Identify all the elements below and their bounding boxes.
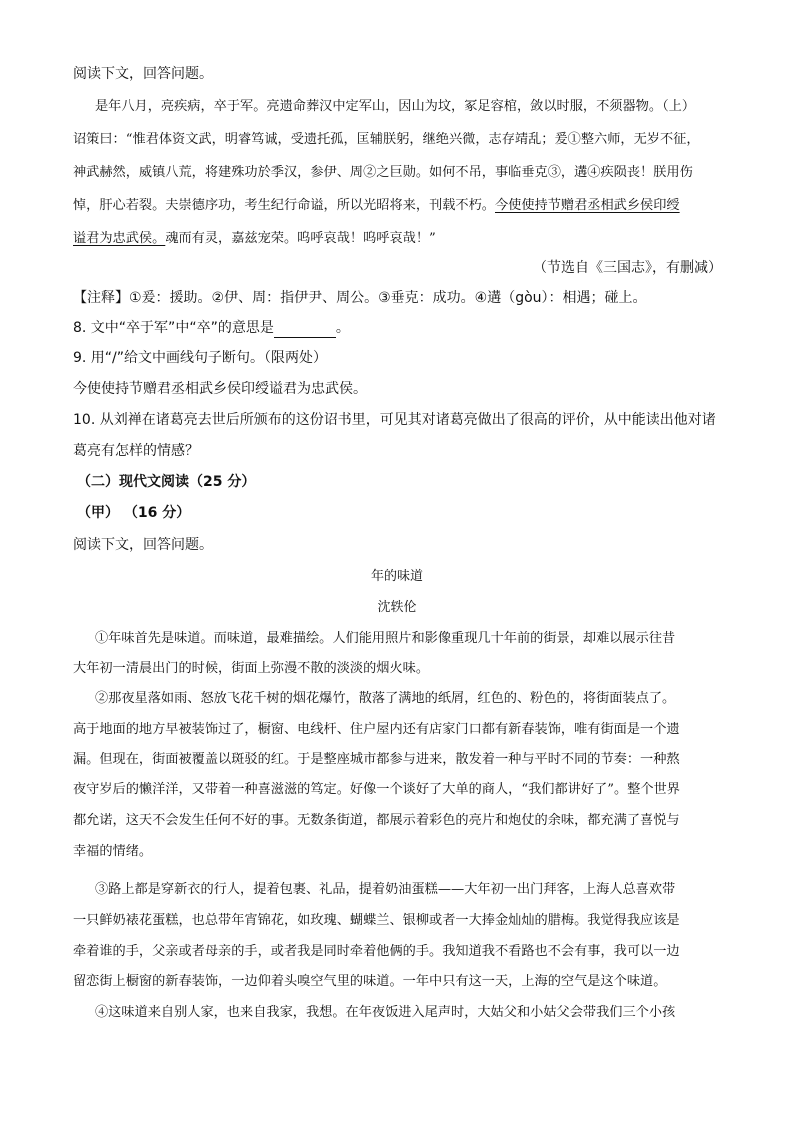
- essay-line: 漏。但现在，街面被覆盖以斑驳的红。于是整座城市都参与进来，散发着一种与平时不同的节奏：一种熬: [73, 752, 680, 767]
- classical-text-line: 是年八月，亮疾病，卒于军。亮遗命葬汉中定军山，因山为坟，冢足容棺，敛以时服，不须器物。（上）: [95, 99, 696, 114]
- answer-blank: [274, 323, 336, 338]
- essay-line: 都允诺，这天不会发生任何不好的事。无数条街道，都展示着彩色的亮片和炮仗的余味，都充满了喜悦与: [73, 813, 680, 828]
- classical-text-line: 神武赫然，威镇八荒，将建殊功於季汉，参伊、周②之巨勋。如何不吊，事临垂克③，遘④疾陨丧！朕用伤: [73, 165, 693, 180]
- section-subtitle: （甲） （16 分）: [77, 505, 191, 521]
- essay-line: ④这味道来自别人家，也来自我家，我想。在年夜饭进入尾声时，大姑父和小姑父会带我们三个小孩: [95, 1005, 676, 1020]
- essay-line: ③路上都是穿新衣的行人，提着包裹、礼品，提着奶油蛋糕——大年初一出门拜客，上海人总喜欢带: [95, 882, 676, 897]
- underlined-sentence: 今使使持节赠君丞相武乡侯印绶: [495, 198, 680, 213]
- question-10-cont: 葛亮有怎样的情感？: [73, 443, 199, 459]
- essay-line: 留恋街上橱窗的新春装饰，一边仰着头嗅空气里的味道。一年中只有这一天，上海的空气是这个味道。: [73, 974, 667, 989]
- essay-line: 幸福的情绪。: [73, 844, 153, 859]
- question-8: [73, 318, 723, 338]
- essay-title: 年的味道: [370, 569, 423, 584]
- question-8-text: 8. 文中“卒于军”中“卒”的意思是: [73, 320, 274, 336]
- annotation-notes: 【注释】①爰：援助。②伊、周：指伊尹、周公。③垂克：成功。④遘（gòu）：相遇；碰上。: [73, 290, 647, 306]
- question-8-end: 。: [335, 320, 350, 336]
- classical-text-line: 诏策曰：“惟君体资文武，明睿笃诚，受遗托孤，匡辅朕躬，继绝兴微，志存靖乱；爰①整六师，无岁不征，: [73, 132, 700, 147]
- classical-text-line: [73, 229, 723, 249]
- question-10: 10. 从刘禅在诸葛亮去世后所颁布的这份诏书里，可见其对诸葛亮做出了很高的评价，从中能读出他对诸: [73, 412, 716, 428]
- essay-instruction: 阅读下文，回答问题。: [73, 537, 213, 553]
- classical-text: 魂而有灵，嘉兹宠荣。呜呼哀哉！呜呼哀哉！”: [165, 231, 436, 246]
- question-9: 9. 用“/”给文中画线句子断句。（限两处）: [73, 350, 328, 366]
- classical-text: 悼，肝心若裂。夫崇德序功，考生纪行命谥，所以光昭将来，刊载不朽。: [73, 198, 495, 213]
- section-title: （二）现代文阅读（25 分）: [77, 474, 256, 490]
- essay-line: 一只鲜奶裱花蛋糕，也总带年宵锦花，如玫瑰、蝴蝶兰、银柳或者一大捧金灿灿的腊梅。我觉得我应该是: [73, 913, 680, 928]
- classical-text-line: [73, 196, 723, 216]
- essay-author: 沈轶伦: [377, 600, 417, 615]
- essay-line: ②那夜星落如雨、怒放飞花千树的烟花爆竹，散落了满地的纸屑，红色的、粉色的，将街面装点了。: [95, 691, 676, 706]
- essay-line: 夜守岁后的懒洋洋，又带着一种喜滋滋的笃定。好像一个谈好了大单的商人，“我们都讲好了”。整个世界: [73, 782, 680, 797]
- essay-line: 牵着谁的手，父亲或者母亲的手，或者我是同时牵着他俩的手。我知道我不看路也不会有事，我可以一边: [73, 944, 680, 959]
- essay-line: 大年初一清晨出门的时候，街面上弥漫不散的淡淡的烟火味。: [73, 661, 430, 676]
- reading-instruction: 阅读下文，回答问题。: [73, 66, 213, 82]
- source-note: （节选自《三国志》，有删减）: [533, 260, 722, 276]
- essay-line: ①年味首先是味道。而味道，最难描绘。人们能用照片和影像重现几十年前的街景，却难以展示往昔: [95, 631, 676, 646]
- underlined-sentence: 谥君为忠武侯。: [73, 231, 166, 246]
- essay-line: 高于地面的地方早被装饰过了，橱窗、电线杆、住户屋内还有店家门口都有新春装饰，唯有街面是一个遗: [73, 722, 680, 737]
- question-9-sentence: 今使使持节赠君丞相武乡侯印绶谥君为忠武侯。: [73, 381, 367, 397]
